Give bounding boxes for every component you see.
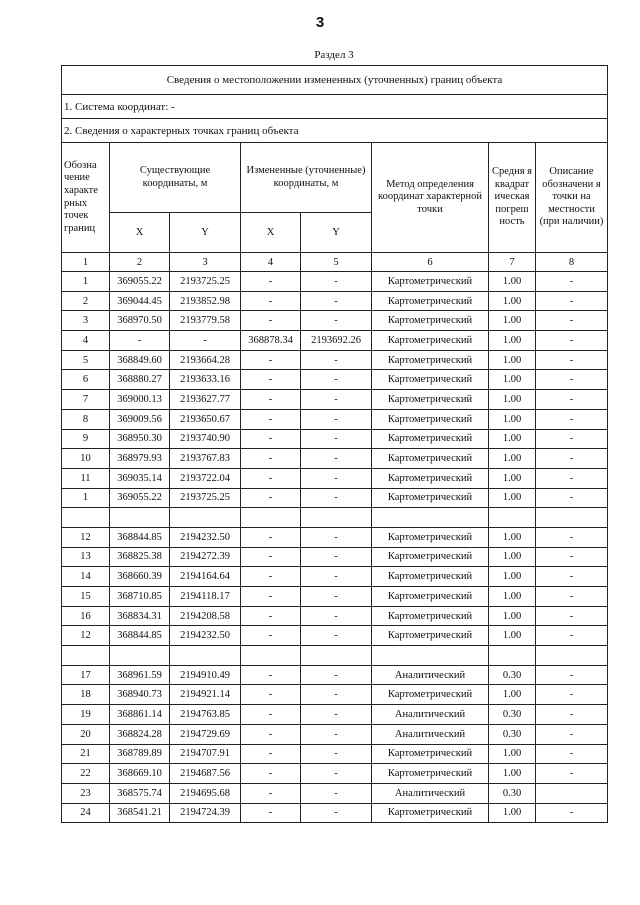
existing-x-cell: 369055.22 [110,272,170,292]
mean-error-cell: 1.00 [489,409,536,429]
table-row [62,468,608,488]
description-cell: - [536,370,608,390]
changed-y-cell: - [301,468,372,488]
existing-y-cell: 2193722.04 [170,468,241,488]
method-cell: Картометрический [372,764,489,784]
col-number: 3 [170,253,241,272]
table-row [62,803,608,823]
method-cell: Аналитический [372,724,489,744]
existing-x-cell: 369044.45 [110,291,170,311]
method-cell: Картометрический [372,468,489,488]
point-number-cell: 8 [62,409,110,429]
existing-x-cell: 368710.85 [110,587,170,607]
point-number-cell: 18 [62,685,110,705]
table-row [62,409,608,429]
changed-x-cell: - [241,370,301,390]
changed-y-cell: - [301,724,372,744]
mean-error-cell: 0.30 [489,783,536,803]
existing-x-cell: 369000.13 [110,390,170,410]
point-number-cell: 13 [62,547,110,567]
description-cell: - [536,587,608,607]
mean-error-cell: 1.00 [489,567,536,587]
description-cell: - [536,685,608,705]
existing-x-cell: 368825.38 [110,547,170,567]
header-method: Метод определения координат характерной точки [372,143,489,253]
mean-error-cell: 1.00 [489,429,536,449]
header-changed-y: Y [301,213,372,253]
changed-x-cell: - [241,547,301,567]
empty-cell [62,508,110,528]
existing-y-cell: 2194208.58 [170,606,241,626]
existing-y-cell: 2193627.77 [170,390,241,410]
existing-y-cell: 2193633.16 [170,370,241,390]
existing-y-cell: 2194164.64 [170,567,241,587]
empty-cell [110,508,170,528]
table-row [62,350,608,370]
table-row-separator [62,508,608,528]
changed-y-cell: - [301,311,372,331]
coordinate-system: 1. Система координат: - [62,95,608,119]
changed-y-cell: - [301,764,372,784]
changed-y-cell: - [301,803,372,823]
changed-y-cell: - [301,429,372,449]
mean-error-cell: 1.00 [489,449,536,469]
changed-x-cell: - [241,567,301,587]
empty-cell [372,646,489,666]
col-number: 7 [489,253,536,272]
existing-y-cell: 2193852.98 [170,291,241,311]
existing-y-cell: 2193740.90 [170,429,241,449]
mean-error-cell: 1.00 [489,331,536,351]
point-number-cell: 1 [62,488,110,508]
mean-error-cell: 1.00 [489,272,536,292]
header-designation: Обозна чение характе рных точек границ [62,143,110,253]
existing-x-cell: - [110,331,170,351]
table-row [62,272,608,292]
changed-x-cell: - [241,665,301,685]
col-number: 1 [62,253,110,272]
table-row [62,390,608,410]
method-cell: Аналитический [372,783,489,803]
description-cell: - [536,488,608,508]
method-cell: Картометрический [372,587,489,607]
empty-cell [489,508,536,528]
existing-y-cell: 2194687.56 [170,764,241,784]
changed-x-cell: - [241,724,301,744]
point-number-cell: 5 [62,350,110,370]
changed-y-cell: - [301,685,372,705]
existing-y-cell: 2194724.39 [170,803,241,823]
table-row [62,547,608,567]
table-row [62,429,608,449]
description-cell: - [536,350,608,370]
table-row [62,311,608,331]
description-cell: - [536,291,608,311]
table-row [62,370,608,390]
changed-y-cell: - [301,606,372,626]
existing-x-cell: 368660.39 [110,567,170,587]
table-row [62,488,608,508]
existing-x-cell: 368844.85 [110,626,170,646]
table-row [62,764,608,784]
existing-y-cell: 2194118.17 [170,587,241,607]
method-cell: Картометрический [372,567,489,587]
existing-y-cell: 2194910.49 [170,665,241,685]
method-cell: Картометрический [372,272,489,292]
empty-cell [301,646,372,666]
point-number-cell: 23 [62,783,110,803]
point-number-cell: 14 [62,567,110,587]
empty-cell [301,508,372,528]
point-number-cell: 12 [62,527,110,547]
point-number-cell: 17 [62,665,110,685]
mean-error-cell: 1.00 [489,547,536,567]
col-number: 5 [301,253,372,272]
changed-x-cell: - [241,390,301,410]
point-number-cell: 16 [62,606,110,626]
mean-error-cell: 1.00 [489,311,536,331]
point-number-cell: 10 [62,449,110,469]
header-error: Средня я квадрат ическая погреш ность [489,143,536,253]
existing-x-cell: 368979.93 [110,449,170,469]
changed-y-cell: - [301,291,372,311]
mean-error-cell: 1.00 [489,488,536,508]
mean-error-cell: 1.00 [489,468,536,488]
method-cell: Картометрический [372,350,489,370]
changed-x-cell: - [241,685,301,705]
description-cell: - [536,547,608,567]
point-number-cell: 19 [62,705,110,725]
header-changed-coords: Измененные (уточненные) координаты, м [241,143,372,213]
table-row [62,685,608,705]
changed-x-cell: - [241,350,301,370]
method-cell: Картометрический [372,409,489,429]
existing-y-cell: 2193725.25 [170,488,241,508]
existing-y-cell: 2193767.83 [170,449,241,469]
mean-error-cell: 1.00 [489,764,536,784]
existing-x-cell: 368669.10 [110,764,170,784]
col-number: 6 [372,253,489,272]
existing-x-cell: 368970.50 [110,311,170,331]
existing-y-cell: 2194729.69 [170,724,241,744]
changed-y-cell: - [301,370,372,390]
changed-x-cell: - [241,587,301,607]
description-cell: - [536,724,608,744]
description-cell: - [536,449,608,469]
table-row [62,665,608,685]
changed-y-cell: - [301,488,372,508]
empty-cell [241,508,301,528]
changed-x-cell: - [241,429,301,449]
points-heading: 2. Сведения о характерных точках границ объекта [62,119,608,143]
empty-cell [170,508,241,528]
existing-y-cell: 2193725.25 [170,272,241,292]
changed-x-cell: 368878.34 [241,331,301,351]
table-row [62,606,608,626]
point-number-cell: 12 [62,626,110,646]
mean-error-cell: 0.30 [489,665,536,685]
point-number-cell: 22 [62,764,110,784]
changed-x-cell: - [241,705,301,725]
method-cell: Картометрический [372,685,489,705]
method-cell: Картометрический [372,744,489,764]
method-cell: Аналитический [372,665,489,685]
changed-x-cell: - [241,449,301,469]
point-number-cell: 21 [62,744,110,764]
section-label: Раздел 3 [314,49,354,61]
empty-cell [489,646,536,666]
table-row [62,783,608,803]
description-cell [536,783,608,803]
changed-x-cell: - [241,468,301,488]
method-cell: Картометрический [372,370,489,390]
existing-y-cell: 2194763.85 [170,705,241,725]
method-cell: Картометрический [372,547,489,567]
existing-y-cell: 2194695.68 [170,783,241,803]
mean-error-cell: 1.00 [489,390,536,410]
existing-y-cell: 2194921.14 [170,685,241,705]
mean-error-cell: 1.00 [489,291,536,311]
mean-error-cell: 0.30 [489,705,536,725]
table-row [62,449,608,469]
table-row [62,331,608,351]
mean-error-cell: 1.00 [489,803,536,823]
method-cell: Картометрический [372,606,489,626]
changed-x-cell: - [241,409,301,429]
mean-error-cell: 1.00 [489,587,536,607]
changed-y-cell: - [301,272,372,292]
empty-cell [62,646,110,666]
table-row [62,744,608,764]
col-number: 2 [110,253,170,272]
changed-y-cell: - [301,547,372,567]
point-number-cell: 2 [62,291,110,311]
point-number-cell: 9 [62,429,110,449]
method-cell: Картометрический [372,291,489,311]
changed-y-cell: - [301,665,372,685]
existing-y-cell: - [170,331,241,351]
column-numbers-row [62,253,608,272]
changed-y-cell: - [301,527,372,547]
method-cell: Аналитический [372,705,489,725]
empty-cell [372,508,489,528]
changed-x-cell: - [241,527,301,547]
empty-cell [536,646,608,666]
changed-y-cell: - [301,409,372,429]
method-cell: Картометрический [372,311,489,331]
point-number-cell: 1 [62,272,110,292]
empty-cell [241,646,301,666]
existing-x-cell: 368789.89 [110,744,170,764]
description-cell: - [536,468,608,488]
existing-y-cell: 2193664.28 [170,350,241,370]
existing-y-cell: 2194272.39 [170,547,241,567]
existing-x-cell: 369009.56 [110,409,170,429]
existing-x-cell: 368940.73 [110,685,170,705]
mean-error-cell: 1.00 [489,626,536,646]
description-cell: - [536,567,608,587]
changed-y-cell: - [301,744,372,764]
existing-x-cell: 368834.31 [110,606,170,626]
changed-y-cell: - [301,705,372,725]
mean-error-cell: 1.00 [489,744,536,764]
existing-x-cell: 368961.59 [110,665,170,685]
method-cell: Картометрический [372,626,489,646]
existing-x-cell: 368880.27 [110,370,170,390]
description-cell: - [536,331,608,351]
empty-cell [110,646,170,666]
mean-error-cell: 1.00 [489,685,536,705]
existing-x-cell: 368844.85 [110,527,170,547]
changed-y-cell: - [301,587,372,607]
existing-x-cell: 368950.30 [110,429,170,449]
empty-cell [536,508,608,528]
changed-x-cell: - [241,744,301,764]
table-row [62,291,608,311]
method-cell: Картометрический [372,488,489,508]
method-cell: Картометрический [372,390,489,410]
table-row [62,587,608,607]
point-number-cell: 3 [62,311,110,331]
changed-x-cell: - [241,291,301,311]
point-number-cell: 4 [62,331,110,351]
table-row [62,567,608,587]
description-cell: - [536,311,608,331]
mean-error-cell: 0.30 [489,724,536,744]
existing-x-cell: 368861.14 [110,705,170,725]
mean-error-cell: 1.00 [489,606,536,626]
col-number: 4 [241,253,301,272]
changed-x-cell: - [241,488,301,508]
description-cell: - [536,626,608,646]
description-cell: - [536,744,608,764]
existing-y-cell: 2193779.58 [170,311,241,331]
boundary-points-table [61,65,608,823]
changed-x-cell: - [241,783,301,803]
mean-error-cell: 1.00 [489,527,536,547]
header-existing-x: X [110,213,170,253]
existing-x-cell: 369035.14 [110,468,170,488]
changed-x-cell: - [241,272,301,292]
changed-y-cell: - [301,567,372,587]
method-cell: Картометрический [372,527,489,547]
point-number-cell: 15 [62,587,110,607]
table-row-separator [62,646,608,666]
description-cell: - [536,705,608,725]
existing-x-cell: 368849.60 [110,350,170,370]
table-row [62,705,608,725]
method-cell: Картометрический [372,429,489,449]
changed-y-cell: - [301,350,372,370]
changed-y-cell: - [301,449,372,469]
existing-y-cell: 2194232.50 [170,527,241,547]
method-cell: Картометрический [372,331,489,351]
empty-cell [170,646,241,666]
existing-x-cell: 368575.74 [110,783,170,803]
page-number: 3 [315,14,325,31]
table-title: Сведения о местоположении измененных (уточненных) границ объекта [62,66,608,95]
existing-y-cell: 2194232.50 [170,626,241,646]
existing-x-cell: 368541.21 [110,803,170,823]
point-number-cell: 7 [62,390,110,410]
changed-x-cell: - [241,764,301,784]
changed-x-cell: - [241,606,301,626]
mean-error-cell: 1.00 [489,350,536,370]
changed-x-cell: - [241,803,301,823]
changed-y-cell: - [301,783,372,803]
mean-error-cell: 1.00 [489,370,536,390]
description-cell: - [536,665,608,685]
header-description: Описание обозначени я точки на местности (при наличии) [536,143,608,253]
existing-y-cell: 2194707.91 [170,744,241,764]
point-number-cell: 20 [62,724,110,744]
point-number-cell: 24 [62,803,110,823]
description-cell: - [536,272,608,292]
changed-y-cell: - [301,626,372,646]
header-changed-x: X [241,213,301,253]
table-row [62,724,608,744]
description-cell: - [536,527,608,547]
existing-x-cell: 369055.22 [110,488,170,508]
table-row [62,626,608,646]
changed-y-cell: - [301,390,372,410]
description-cell: - [536,429,608,449]
description-cell: - [536,390,608,410]
method-cell: Картометрический [372,803,489,823]
header-existing-y: Y [170,213,241,253]
description-cell: - [536,409,608,429]
description-cell: - [536,803,608,823]
point-number-cell: 11 [62,468,110,488]
description-cell: - [536,764,608,784]
method-cell: Картометрический [372,449,489,469]
changed-x-cell: - [241,626,301,646]
existing-x-cell: 368824.28 [110,724,170,744]
existing-y-cell: 2193650.67 [170,409,241,429]
changed-y-cell: 2193692.26 [301,331,372,351]
changed-x-cell: - [241,311,301,331]
col-number: 8 [536,253,608,272]
table-row [62,527,608,547]
point-number-cell: 6 [62,370,110,390]
description-cell: - [536,606,608,626]
header-existing-coords: Существующие координаты, м [110,143,241,213]
